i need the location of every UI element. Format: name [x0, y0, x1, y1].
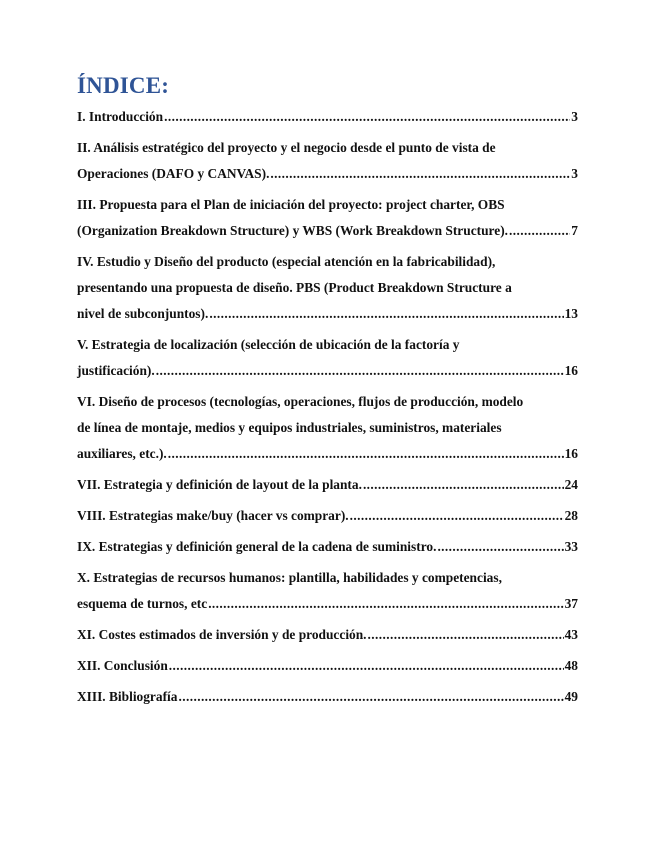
- dot-leader: [208, 591, 563, 617]
- toc-entry-text: I. Introducción: [77, 109, 164, 124]
- toc-entry-text: esquema de turnos, etc: [77, 596, 208, 611]
- toc-entry-last-line: [77, 358, 578, 384]
- toc-entry-text: XIII. Bibliografía: [77, 689, 178, 704]
- toc-page-number: 28: [564, 508, 578, 523]
- toc-entry-text: IX. Estrategias y definición general de la cadena de suministro.: [77, 539, 437, 554]
- toc-entry-last-line: [77, 534, 578, 560]
- toc-page-number: 13: [564, 306, 578, 321]
- toc-entry[interactable]: [77, 389, 578, 467]
- toc-entry-last-line: [77, 684, 578, 710]
- dot-leader: [437, 534, 563, 560]
- toc-entry-text: VI. Diseño de procesos (tecnologías, operaciones, flujos de producción, modelo: [77, 394, 524, 409]
- toc-page-number: 7: [571, 223, 578, 238]
- dot-leader: [350, 503, 564, 529]
- toc-entry[interactable]: [77, 653, 578, 679]
- toc-entry-text: III. Propuesta para el Plan de iniciación del proyecto: project charter, OBS: [77, 197, 505, 212]
- toc-entry-last-line: [77, 653, 578, 679]
- toc-entry[interactable]: [77, 503, 578, 529]
- toc-entry-text: VII. Estrategia y definición de layout de la planta.: [77, 477, 362, 492]
- toc-entry-last-line: [77, 161, 578, 187]
- toc-entry-text: II. Análisis estratégico del proyecto y el negocio desde el punto de vista de: [77, 140, 496, 155]
- toc-entry-text: presentando una propuesta de diseño. PBS (Product Breakdown Structure a: [77, 280, 512, 295]
- table-of-contents: [77, 104, 578, 710]
- toc-entry-text: VIII. Estrategias make/buy (hacer vs comprar).: [77, 508, 349, 523]
- index-title: ÍNDICE:: [77, 73, 170, 98]
- toc-entry-text: X. Estrategias de recursos humanos: plantilla, habilidades y competencias,: [77, 570, 502, 585]
- toc-entry[interactable]: [77, 684, 578, 710]
- dot-leader: [363, 472, 564, 498]
- dot-leader: [509, 218, 570, 244]
- toc-entry[interactable]: [77, 565, 578, 617]
- toc-entry-text: (Organization Breakdown Structure) y WBS (Work Breakdown Structure).: [77, 223, 508, 238]
- toc-entry-text: de línea de montaje, medios y equipos industriales, suministros, materiales: [77, 420, 502, 435]
- toc-page-number: 48: [564, 658, 578, 673]
- toc-entry-text: Operaciones (DAFO y CANVAS).: [77, 166, 270, 181]
- toc-page-number: 37: [564, 596, 578, 611]
- toc-entry-text: IV. Estudio y Diseño del producto (especial atención en la fabricabilidad),: [77, 254, 496, 269]
- dot-leader: [169, 653, 564, 679]
- dot-leader: [209, 301, 563, 327]
- toc-entry-last-line: [77, 104, 578, 130]
- toc-entry-last-line: [77, 218, 578, 244]
- toc-entry[interactable]: [77, 135, 578, 187]
- toc-entry[interactable]: [77, 622, 578, 648]
- document-page: [77, 72, 578, 715]
- toc-entry-text: nivel de subconjuntos).: [77, 306, 209, 321]
- toc-page-number: 24: [564, 477, 578, 492]
- toc-page-number: 33: [564, 539, 578, 554]
- toc-page-number: 3: [571, 109, 578, 124]
- dot-leader: [164, 104, 570, 130]
- toc-entry-text: XI. Costes estimados de inversión y de producción.: [77, 627, 367, 642]
- toc-entry-last-line: [77, 441, 578, 467]
- toc-page-number: 3: [571, 166, 578, 181]
- toc-entry[interactable]: [77, 472, 578, 498]
- dot-leader: [156, 358, 564, 384]
- toc-entry-last-line: [77, 301, 578, 327]
- dot-leader: [168, 441, 564, 467]
- toc-entry-last-line: [77, 472, 578, 498]
- toc-page-number: 16: [564, 363, 578, 378]
- toc-entry-last-line: [77, 622, 578, 648]
- toc-page-number: 49: [564, 689, 578, 704]
- toc-entry-text: auxiliares, etc.).: [77, 446, 167, 461]
- toc-entry[interactable]: [77, 332, 578, 384]
- toc-entry-last-line: [77, 591, 578, 617]
- toc-entry-text: XII. Conclusión: [77, 658, 168, 673]
- toc-entry[interactable]: [77, 534, 578, 560]
- toc-entry-text: justificación).: [77, 363, 155, 378]
- toc-entry-text: V. Estrategia de localización (selección de ubicación de la factoría y: [77, 337, 460, 352]
- dot-leader: [270, 161, 570, 187]
- toc-entry[interactable]: [77, 104, 578, 130]
- toc-entry-last-line: [77, 503, 578, 529]
- dot-leader: [178, 684, 563, 710]
- toc-page-number: 16: [564, 446, 578, 461]
- toc-entry[interactable]: [77, 249, 578, 327]
- toc-page-number: 43: [564, 627, 578, 642]
- toc-entry[interactable]: [77, 192, 578, 244]
- dot-leader: [368, 622, 564, 648]
